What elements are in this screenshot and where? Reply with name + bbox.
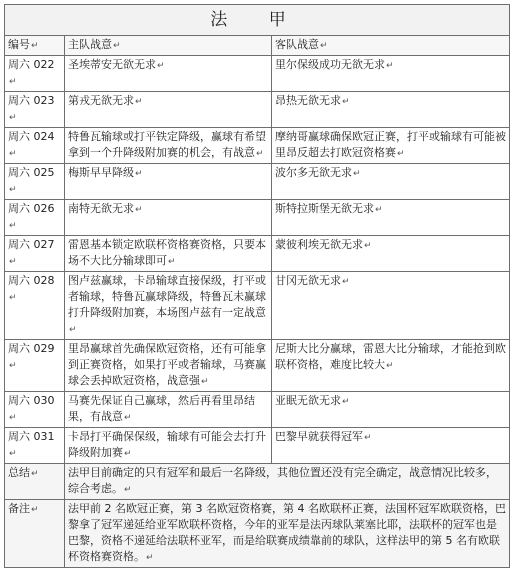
note-row xyxy=(5,500,510,568)
home-motivation: 圣埃蒂安无欲无求↵ xyxy=(65,56,272,92)
home-motivation: 第戎无欲无求↵ xyxy=(65,92,272,128)
header-id: 编号↵ xyxy=(5,36,65,56)
note-label: 备注↵ xyxy=(5,500,65,568)
header-home: 主队战意↵ xyxy=(65,36,272,56)
away-motivation: 斯特拉斯堡无欲无求↵ xyxy=(271,200,509,236)
away-motivation: 甘冈无欲无求↵ xyxy=(271,272,509,340)
note-text: 法甲前 2 名欧冠正赛，第 3 名欧冠资格赛，第 4 名欧联杯正赛，法国杯冠军欧联资格，巴黎拿了冠军递延给亚军欧联杯资格，今年的亚军是法丙球队莱塞比耶，法联杯的冠军也是巴黎，资格不递延给法联杯亚军，而是给联赛成绩靠前的球队，这样法甲的第 5 名有欧联杯资格赛资格。↵ xyxy=(65,500,510,568)
away-motivation: 亚眠无欲无求↵ xyxy=(271,392,509,428)
match-id: 周六 029↵ xyxy=(5,340,65,392)
table-title: 法 甲 xyxy=(5,5,510,36)
match-id: 周六 031↵ xyxy=(5,428,65,464)
away-motivation: 尼斯大比分赢球，雷恩大比分输球，才能抢到欧联杯资格，难度比较大↵ xyxy=(271,340,509,392)
home-motivation: 特鲁瓦输球或打平铁定降级，赢球有希望拿到一个升降级附加赛的机会，有战意↵ xyxy=(65,128,272,164)
away-motivation: 摩纳哥赢球确保欧冠正赛，打平或输球有可能被里昂反超去打欧冠资格赛↵ xyxy=(271,128,509,164)
table-row xyxy=(5,340,510,392)
table-row xyxy=(5,392,510,428)
match-id: 周六 026↵ xyxy=(5,200,65,236)
match-id: 周六 025↵ xyxy=(5,164,65,200)
summary-text: 法甲目前确定的只有冠军和最后一名降级，其他位置还没有完全确定，战意情况比较多，综合考虑。↵ xyxy=(65,464,510,500)
table-row xyxy=(5,428,510,464)
home-motivation: 图卢兹赢球，卡昂输球直接保级，打平或者输球，特鲁瓦赢球降级，特鲁瓦未赢球打升降级附加赛，本场图卢兹有一定战意↵ xyxy=(65,272,272,340)
table-row xyxy=(5,200,510,236)
match-id: 周六 022↵ xyxy=(5,56,65,92)
home-motivation: 卡昂打平确保保级，输球有可能会去打升降级附加赛↵ xyxy=(65,428,272,464)
away-motivation: 蒙彼利埃无欲无求↵ xyxy=(271,236,509,272)
table-row xyxy=(5,56,510,92)
summary-label: 总结↵ xyxy=(5,464,65,500)
match-id: 周六 028↵ xyxy=(5,272,65,340)
header-away: 客队战意↵ xyxy=(271,36,509,56)
title-row xyxy=(5,5,510,36)
table-row xyxy=(5,236,510,272)
home-motivation: 梅斯早早降级↵ xyxy=(65,164,272,200)
away-motivation: 波尔多无欲无求↵ xyxy=(271,164,509,200)
home-motivation: 马赛先保证自己赢球，然后再看里昂结果，有战意↵ xyxy=(65,392,272,428)
match-id: 周六 027↵ xyxy=(5,236,65,272)
table-row xyxy=(5,272,510,340)
motivation-table xyxy=(4,4,510,568)
home-motivation: 雷恩基本锁定欧联杯资格赛资格，只要本场不大比分输球即可↵ xyxy=(65,236,272,272)
table-row xyxy=(5,164,510,200)
match-motivation-document xyxy=(4,4,510,568)
match-id: 周六 030↵ xyxy=(5,392,65,428)
home-motivation: 南特无欲无求↵ xyxy=(65,200,272,236)
home-motivation: 里昂赢球首先确保欧冠资格，还有可能拿到正赛资格，如果打平或者输球，马赛赢球会丢掉欧冠资格，战意强↵ xyxy=(65,340,272,392)
table-row xyxy=(5,92,510,128)
away-motivation: 昂热无欲无求↵ xyxy=(271,92,509,128)
away-motivation: 里尔保级成功无欲无求↵ xyxy=(271,56,509,92)
header-row xyxy=(5,36,510,56)
table-row xyxy=(5,128,510,164)
summary-row xyxy=(5,464,510,500)
match-id: 周六 023↵ xyxy=(5,92,65,128)
match-id: 周六 024↵ xyxy=(5,128,65,164)
away-motivation: 巴黎早就获得冠军↵ xyxy=(271,428,509,464)
